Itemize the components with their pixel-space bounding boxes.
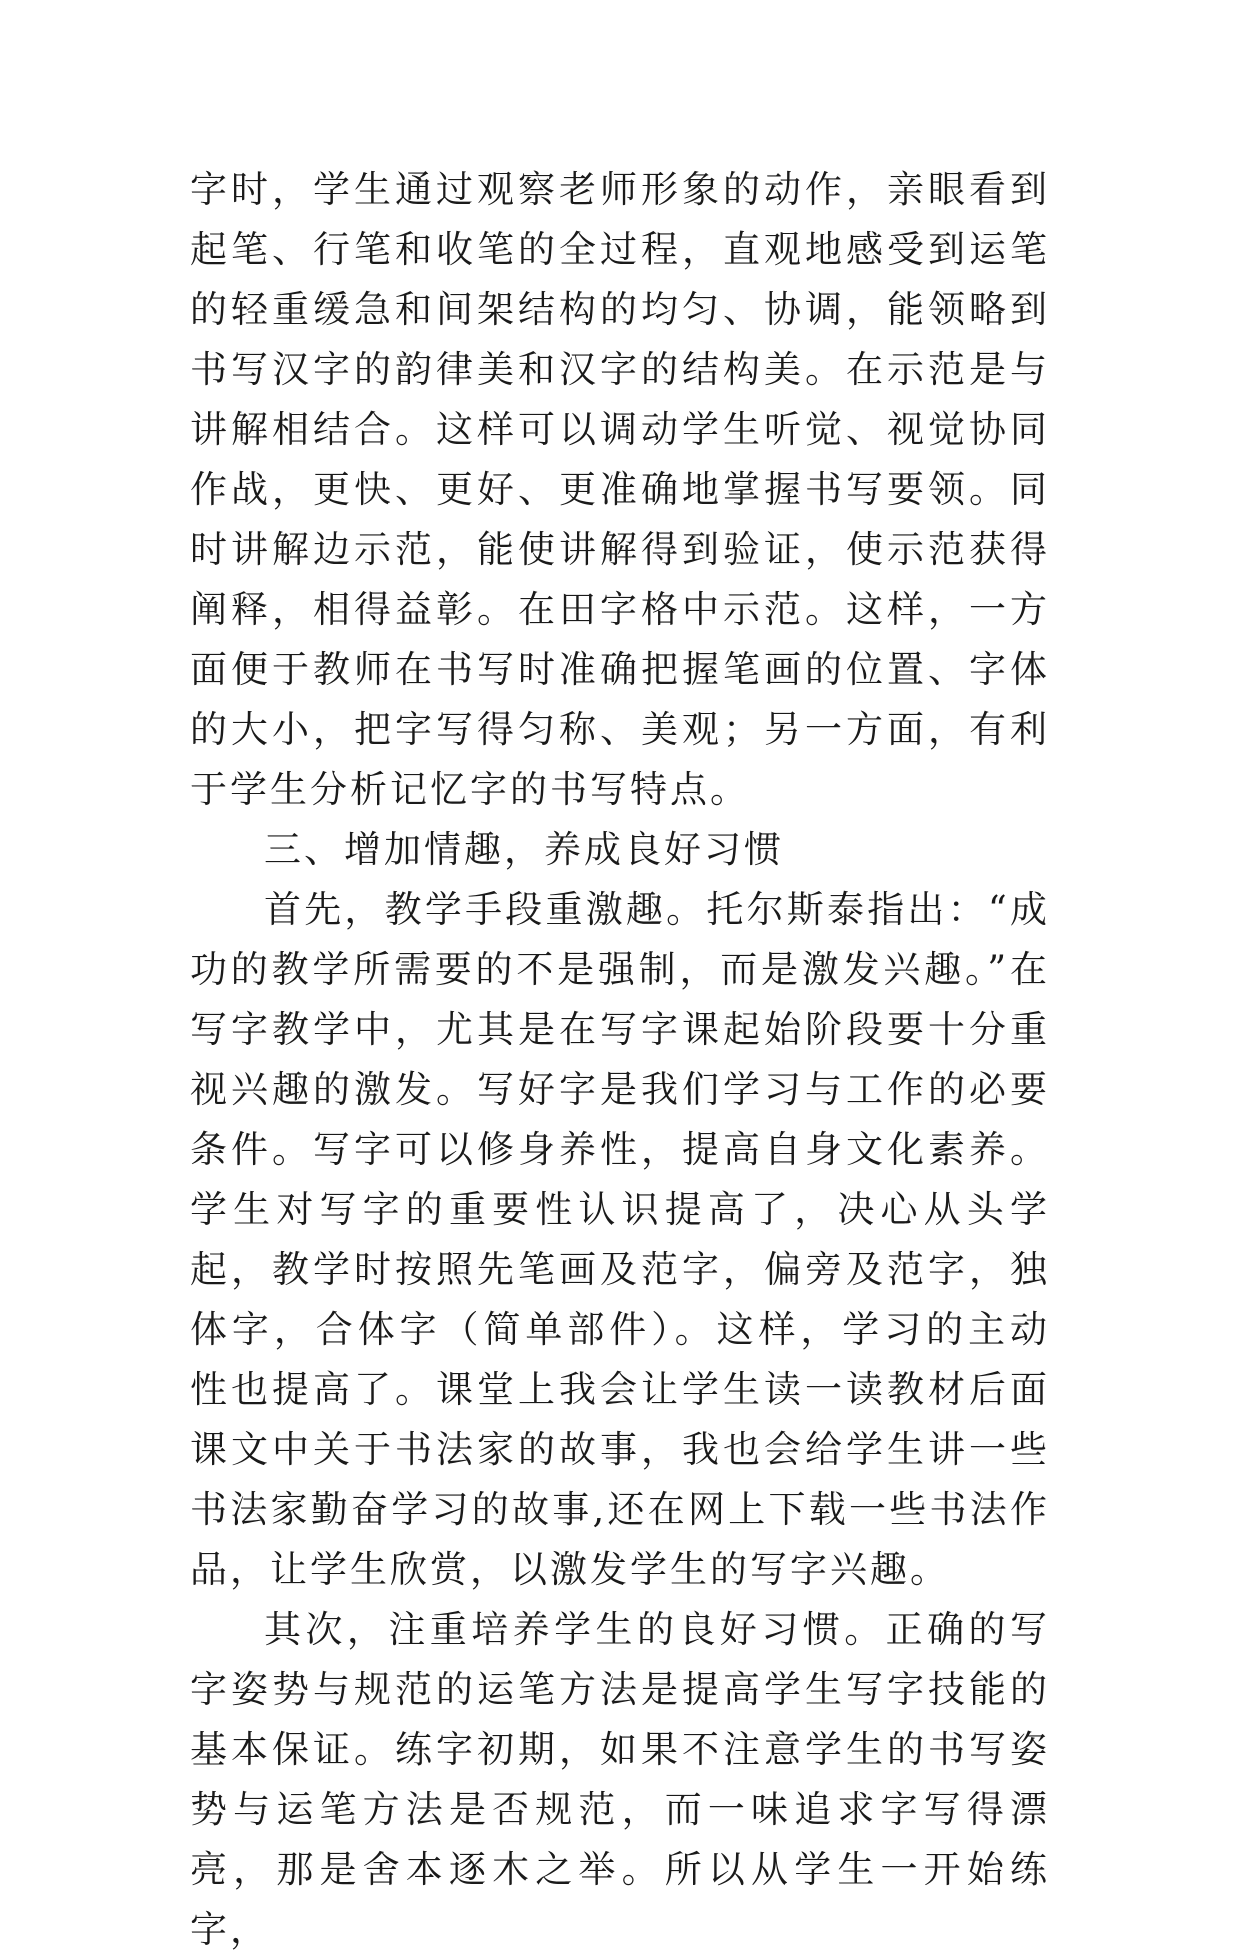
document-body	[190, 160, 1050, 1960]
paragraph-1: 字时，学生通过观察老师形象的动作，亲眼看到起笔、行笔和收笔的全过程，直观地感受到运笔的轻重缓急和间架结构的均匀、协调，能领略到书写汉字的韵律美和汉字的结构美。在示范是与讲解相结合。这样可以调动学生听觉、视觉协同作战，更快、更好、更准确地掌握书写要领。同时讲解边示范，能使讲解得到验证，使示范获得阐释，相得益彰。在田字格中示范。这样，一方面便于教师在书写时准确把握笔画的位置、字体的大小，把字写得匀称、美观；另一方面，有利于学生分析记忆字的书写特点。	[190, 168, 1050, 811]
section-heading: 三、增加情趣，养成良好习惯	[264, 828, 784, 871]
paragraph-2: 首先，教学手段重激趣。托尔斯泰指出：“成功的教学所需要的不是强制，而是激发兴趣。”在写字教学中，尤其是在写字课起始阶段要十分重视兴趣的激发。写好字是我们学习与工作的必要条件。写字可以修身养性，提高自身文化素养。学生对写字的重要性认识提高了，决心从头学起，教学时按照先笔画及范字，偏旁及范字，独体字，合体字（简单部件）。这样，学习的主动性也提高了。课堂上我会让学生读一读教材后面课文中关于书法家的故事，我也会给学生讲一些书法家勤奋学习的故事,还在网上下载一些书法作品，让学生欣赏，以激发学生的写字兴趣。	[190, 888, 1050, 1591]
paragraph-3: 其次，注重培养学生的良好习惯。正确的写字姿势与规范的运笔方法是提高学生写字技能的基本保证。练字初期，如果不注意学生的书写姿势与运笔方法是否规范，而一味追求字写得漂亮，那是舍本逐木之举。所以从学生一开始练字，	[190, 1608, 1050, 1951]
